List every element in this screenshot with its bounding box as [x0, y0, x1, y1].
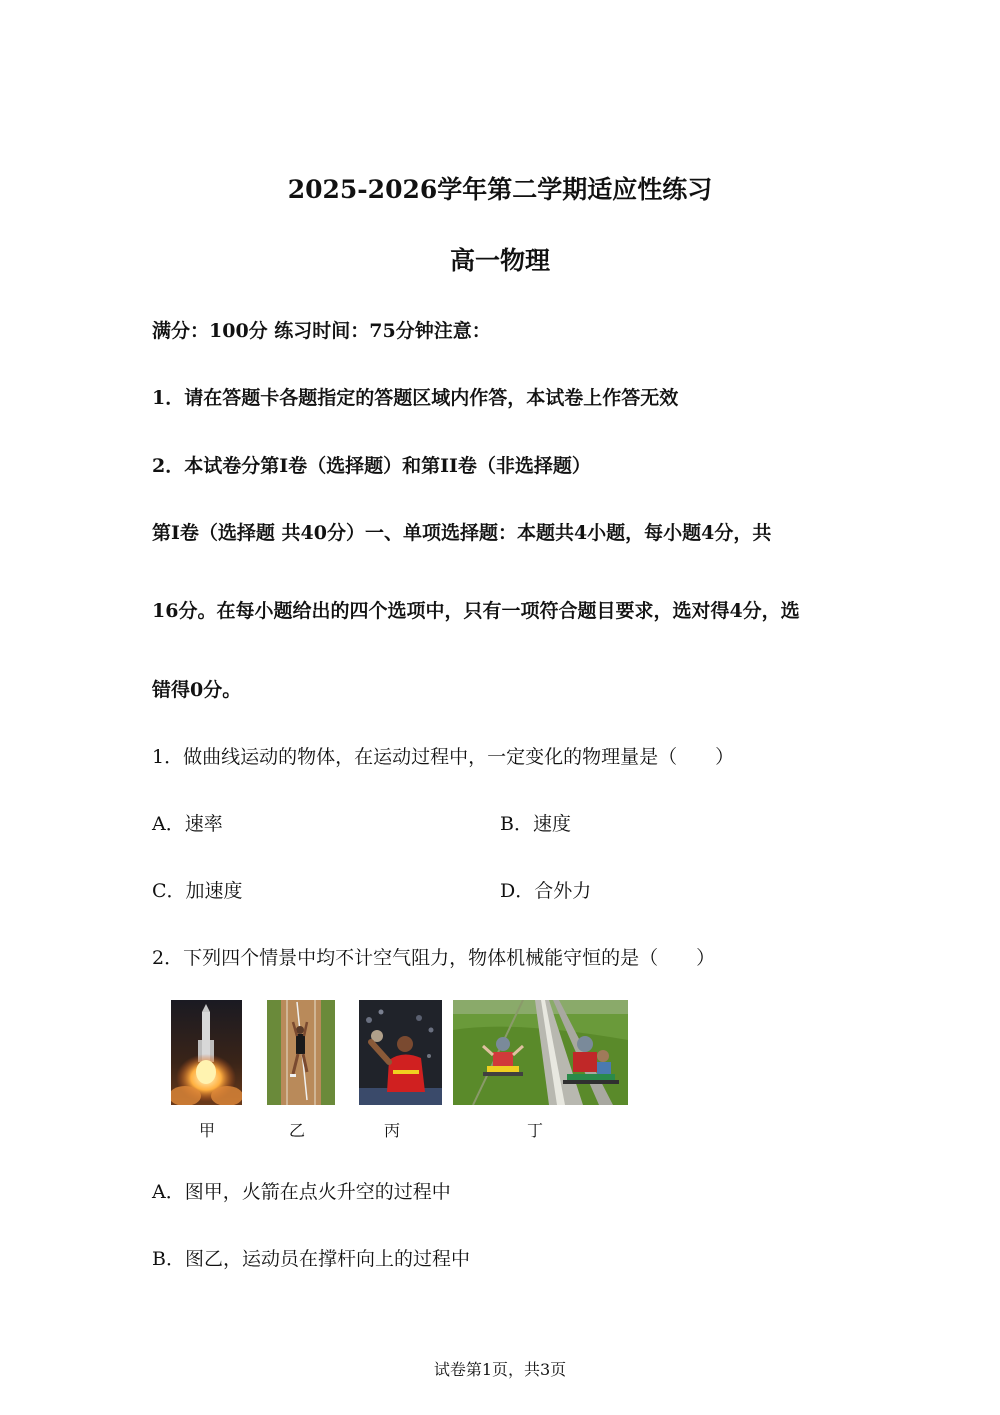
image-caption-jia: 甲: [198, 1121, 215, 1140]
question-1-stem: 1．做曲线运动的物体，在运动过程中，一定变化的物理量是（ ）: [152, 746, 735, 768]
question-2-option-a: A．图甲，火箭在点火升空的过程中: [152, 1181, 451, 1203]
rocket-launch-image: [171, 1000, 242, 1105]
question-2-option-b: B．图乙，运动员在撑杆向上的过程中: [152, 1248, 470, 1270]
note-item-2: 2．本试卷分第I卷（选择题）和第II卷（非选择题）: [152, 455, 591, 477]
question-1-option-b: B．速度: [500, 813, 571, 835]
pole-vault-image: [267, 1000, 335, 1105]
image-caption-ding: 丁: [526, 1121, 543, 1140]
image-caption-yi: 乙: [288, 1121, 305, 1140]
exam-title: 2025-2026学年第二学期适应性练习: [287, 175, 713, 204]
grass-slide-image: [453, 1000, 628, 1105]
section-instructions-line-1: 第I卷（选择题 共40分）一、单项选择题：本题共4小题，每小题4分，共: [152, 522, 772, 544]
question-1-option-a: A．速率: [152, 813, 223, 835]
question-1-option-d: D．合外力: [500, 880, 592, 902]
subject-title: 高一物理: [449, 246, 550, 275]
section-instructions-line-2: 16分。在每小题给出的四个选项中，只有一项符合题目要求，选对得4分，选: [152, 600, 800, 622]
page-footer: 试卷第1页，共3页: [433, 1360, 567, 1379]
section-instructions-line-3: 错得0分。: [152, 679, 242, 701]
notes-header: 满分：100分 练习时间：75分钟注意：: [152, 320, 491, 342]
shot-put-image: [359, 1000, 442, 1105]
question-1-option-c: C．加速度: [152, 880, 243, 902]
question-2-stem: 2．下列四个情景中均不计空气阻力，物体机械能守恒的是（ ）: [152, 947, 716, 969]
note-item-1: 1．请在答题卡各题指定的答题区域内作答，本试卷上作答无效: [152, 387, 679, 409]
image-caption-bing: 丙: [383, 1121, 400, 1140]
